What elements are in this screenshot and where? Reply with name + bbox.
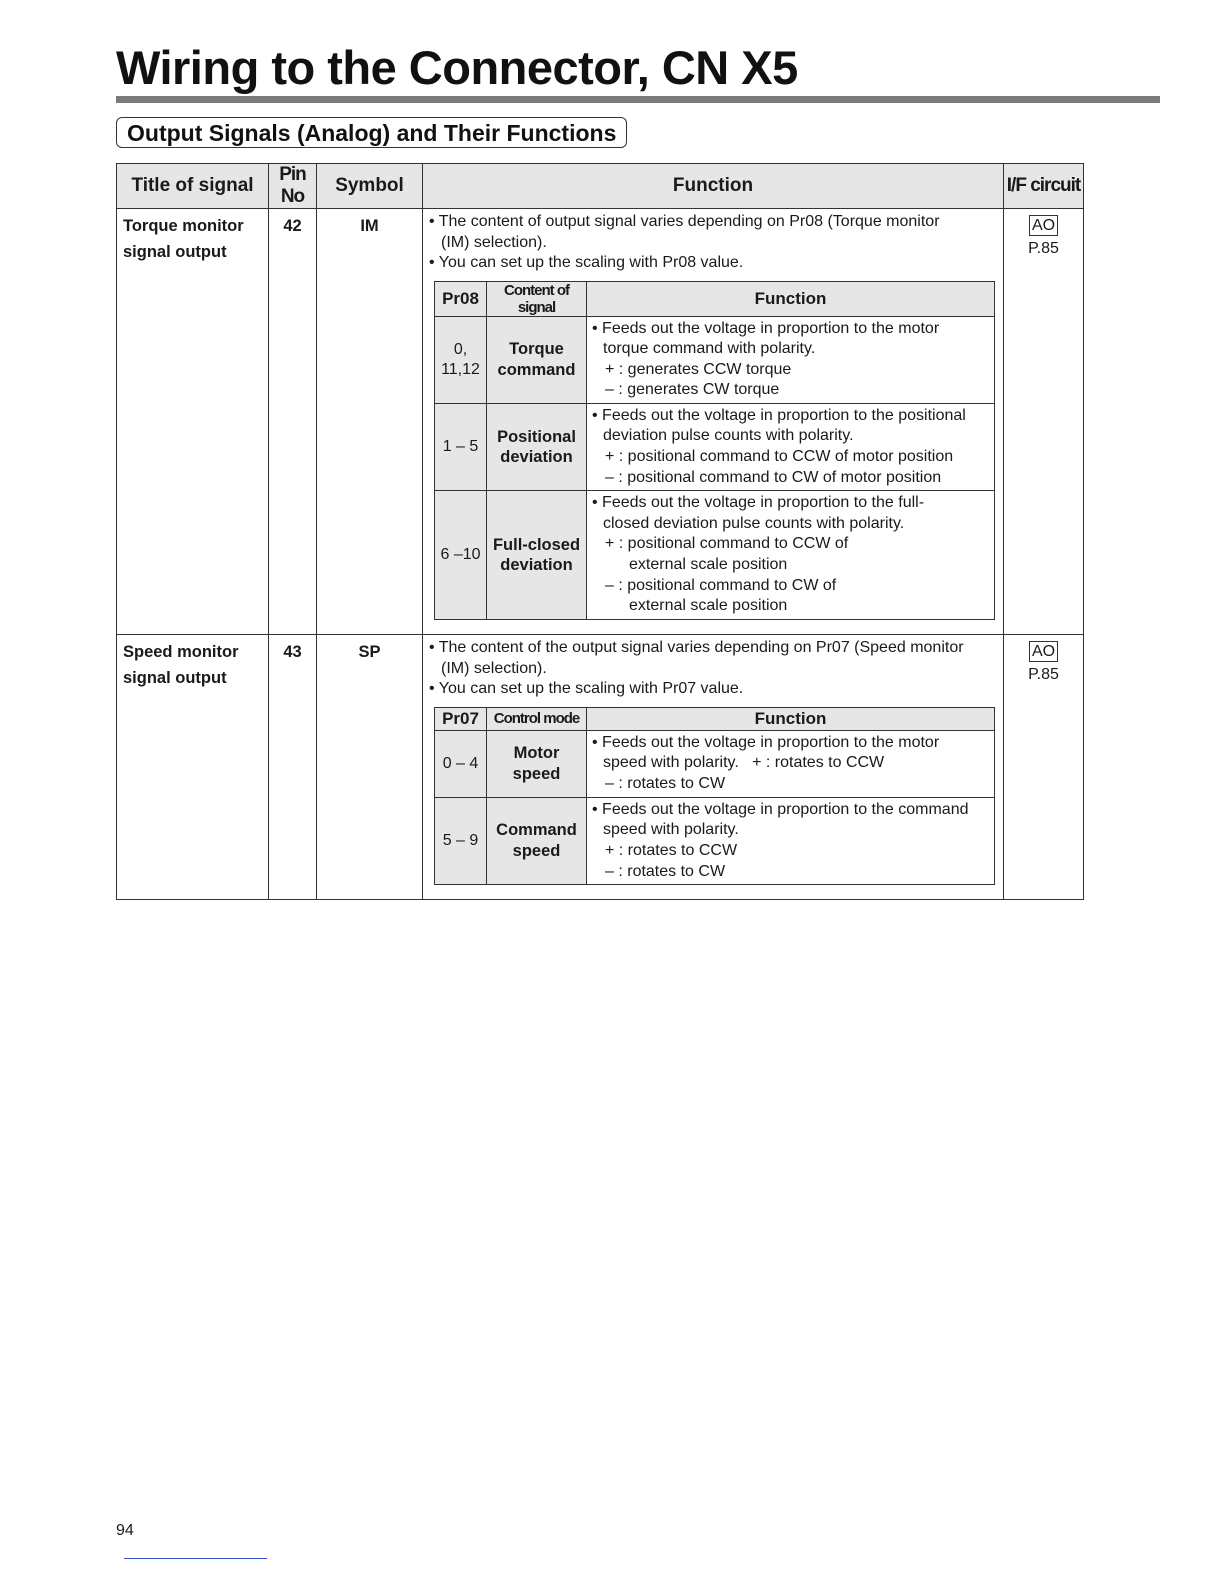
page-number: 94 [116, 1522, 134, 1539]
sub-function-cell [587, 491, 995, 620]
function-text: (IM) selection). [441, 659, 547, 677]
signal-content-line: command [497, 360, 576, 379]
control-mode-line: speed [512, 764, 561, 783]
parameter-value [435, 316, 487, 403]
parameter-value [435, 730, 487, 797]
sub-function-text: speed with polarity. + : rotates to CCW [603, 754, 885, 772]
sub-function-text: • Feeds out the voltage in proportion to the positional [592, 406, 966, 424]
signal-content-line: deviation [500, 556, 573, 575]
sub-header-function: Function [587, 281, 995, 316]
parameter-value-line: 5 – 9 [442, 831, 479, 849]
sub-table-row [435, 797, 995, 884]
parameter-value [435, 797, 487, 884]
sub-function-cell [587, 403, 995, 490]
section-heading: Output Signals (Analog) and Their Functions [116, 117, 627, 148]
sub-header-control-mode: Control mode [487, 707, 587, 730]
sub-function-text: external scale position [629, 597, 788, 615]
signal-title-cell [117, 635, 269, 900]
parameter-value-line: 0 – 4 [442, 754, 479, 772]
sub-function-text: – : generates CW torque [605, 381, 780, 399]
page-title: Wiring to the Connector, CN X5 [116, 41, 798, 94]
parameter-value [435, 491, 487, 620]
sub-function-text: • Feeds out the voltage in proportion to the motor [592, 319, 940, 337]
sub-function-text: speed with polarity. [603, 821, 739, 839]
signals-table [116, 163, 1084, 900]
control-mode [487, 797, 587, 884]
sub-function-text: + : rotates to CCW [605, 841, 738, 859]
function-text: (IM) selection). [441, 233, 547, 251]
sub-function-cell [587, 797, 995, 884]
sub-function-text: • Feeds out the voltage in proportion to the full- [592, 494, 925, 512]
sub-header-content: Content of signal [487, 281, 587, 316]
sub-function-text: – : positional command to CW of [605, 576, 837, 594]
footer-rule [124, 1558, 267, 1559]
control-mode-line: Motor [513, 744, 560, 763]
if-circuit-badge: AO [1029, 215, 1058, 236]
header-function: Function [423, 164, 1004, 209]
sub-function-text: – : rotates to CW [605, 774, 726, 792]
signal-content [487, 316, 587, 403]
function-text: • You can set up the scaling with Pr08 value. [429, 254, 744, 271]
signal-content-line: Positional [497, 427, 576, 446]
signal-title-line: Torque monitor [123, 217, 244, 235]
sub-function-cell [587, 316, 995, 403]
control-mode-line: Command [496, 821, 577, 840]
table-header-row [117, 164, 1084, 209]
table-row [117, 209, 1084, 635]
parameter-value-line: 6 –10 [440, 546, 481, 564]
title-rule [116, 96, 1160, 103]
sub-function-text: • Feeds out the voltage in proportion to the motor [592, 733, 940, 751]
signal-content-line: Full-closed [492, 535, 581, 554]
signal-title-line: signal output [123, 243, 227, 261]
sub-table-row [435, 730, 995, 797]
parameter-value-line: 1 – 5 [442, 438, 479, 456]
signal-content-line: deviation [500, 448, 573, 467]
sub-function-text: closed deviation pulse counts with polarity. [603, 514, 905, 532]
parameter-value [435, 403, 487, 490]
sub-header-parameter: Pr07 [435, 707, 487, 730]
sub-header-parameter: Pr08 [435, 281, 487, 316]
header-if-circuit: I/F circuit [1004, 164, 1084, 209]
table-row [117, 635, 1084, 900]
pr08-table [434, 281, 995, 621]
if-circuit-cell [1004, 635, 1084, 900]
sub-function-text: • Feeds out the voltage in proportion to the command [592, 800, 969, 818]
if-circuit-page-link[interactable]: P.85 [1028, 666, 1059, 684]
signal-content [487, 403, 587, 490]
if-circuit-badge: AO [1029, 641, 1058, 662]
function-cell [423, 635, 1004, 900]
sub-function-text: + : positional command to CCW of [605, 535, 849, 553]
sub-function-text: – : positional command to CW of motor position [605, 468, 942, 486]
sub-function-text: – : rotates to CW [605, 862, 726, 880]
sub-table-header-row [435, 707, 995, 730]
parameter-value-line: 11,12 [441, 360, 480, 378]
if-circuit-page-link[interactable]: P.85 [1028, 240, 1059, 257]
pin-number: 43 [269, 635, 317, 900]
parameter-value-line: 0, [453, 340, 468, 358]
control-mode [487, 730, 587, 797]
signal-symbol: IM [317, 209, 423, 635]
signal-symbol: SP [317, 635, 423, 900]
sub-function-text: external scale position [629, 556, 788, 574]
sub-table-row [435, 491, 995, 620]
signal-title-line: Speed monitor [123, 643, 239, 662]
sub-function-cell [587, 730, 995, 797]
function-cell [423, 209, 1004, 635]
sub-table-row [435, 316, 995, 403]
control-mode-line: speed [512, 841, 561, 860]
header-pin-no: Pin No [269, 164, 317, 209]
signal-content [487, 491, 587, 620]
pr07-table [434, 707, 995, 885]
sub-table-row [435, 403, 995, 490]
signal-title-cell [117, 209, 269, 635]
pin-number: 42 [269, 209, 317, 635]
function-text: • You can set up the scaling with Pr07 value. [429, 680, 744, 698]
sub-header-function: Function [587, 707, 995, 730]
header-title-of-signal: Title of signal [117, 164, 269, 209]
sub-function-text: torque command with polarity. [603, 340, 816, 358]
sub-table-header-row [435, 281, 995, 316]
sub-function-text: + : generates CCW torque [605, 360, 792, 378]
sub-function-text: deviation pulse counts with polarity. [603, 427, 854, 445]
signal-title-line: signal output [123, 669, 227, 688]
if-circuit-cell [1004, 209, 1084, 635]
header-symbol: Symbol [317, 164, 423, 209]
function-text: • The content of output signal varies depending on Pr08 (Torque monitor [429, 213, 940, 230]
signal-content-line: Torque [509, 340, 564, 359]
function-text: • The content of the output signal varies depending on Pr07 (Speed monitor [429, 639, 964, 657]
sub-function-text: + : positional command to CCW of motor position [605, 448, 954, 466]
